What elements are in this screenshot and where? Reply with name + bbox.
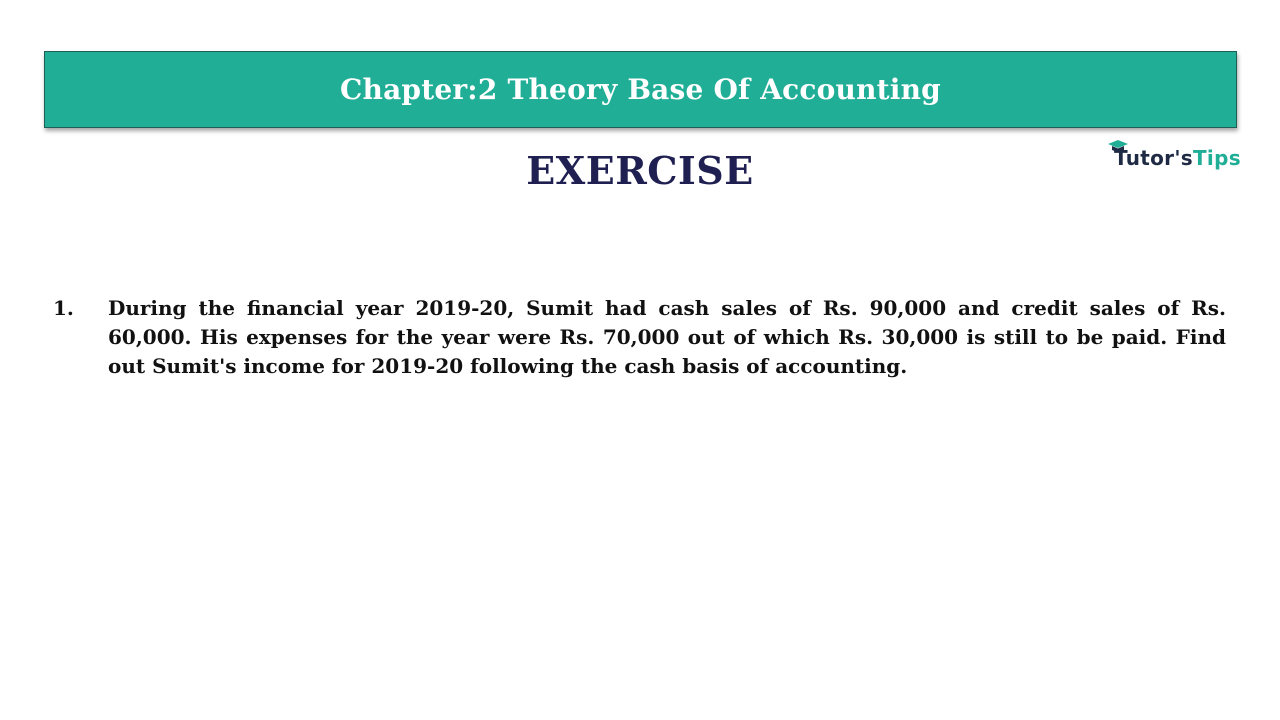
chapter-title: Chapter:2 Theory Base Of Accounting xyxy=(340,73,941,106)
question-text: During the financial year 2019-20, Sumit had cash sales of Rs. 90,000 and credit sales of Rs. 60,000. His expenses for the year were Rs. 70,000 out of which Rs. 30,000 is still to be paid. Find out Sumit's income for 2019-20 following the cash basis of accounting. xyxy=(108,296,1226,378)
chapter-title-bar xyxy=(44,51,1237,128)
logo-text-tutors: Tutor's xyxy=(1114,146,1193,170)
question-item xyxy=(53,294,1226,381)
exercise-heading: EXERCISE xyxy=(526,148,754,193)
logo-text-tips: Tips xyxy=(1192,146,1241,170)
question-number: 1. xyxy=(53,296,74,320)
